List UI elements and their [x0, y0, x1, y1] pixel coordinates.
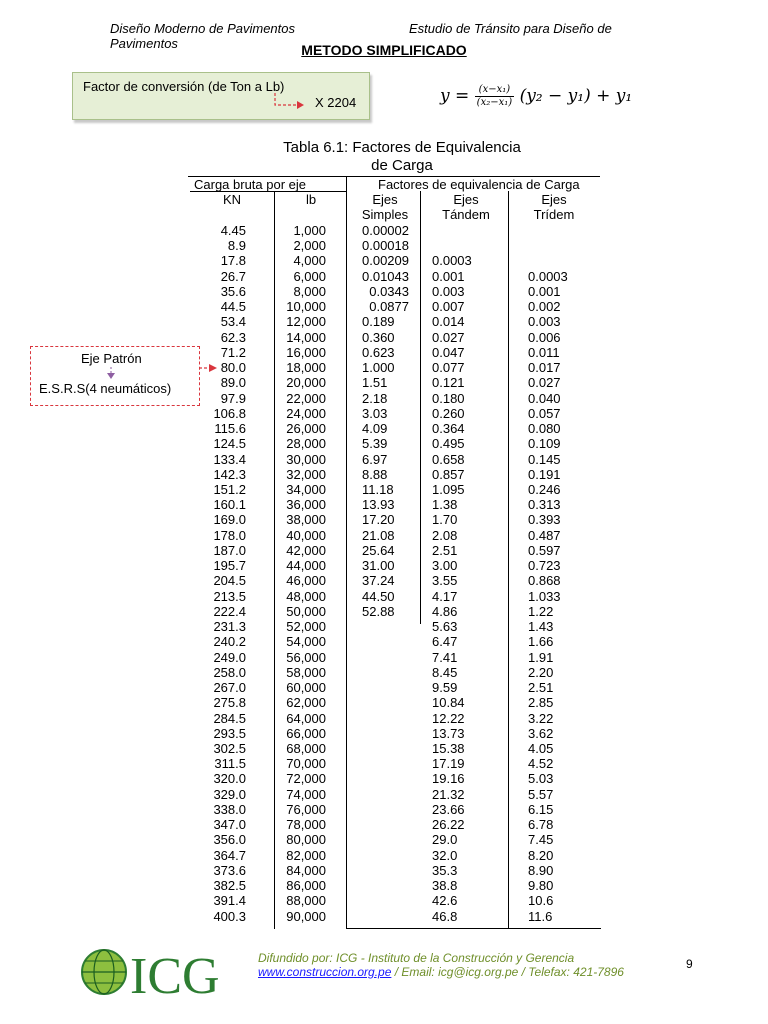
table-cell: 382.5: [213, 878, 246, 894]
table-cell: 0.002: [528, 299, 561, 315]
table-cell: 1.91: [528, 649, 554, 665]
table-cell: [362, 695, 422, 710]
table-cell: [432, 223, 492, 238]
table-cell: 1.095: [432, 481, 465, 497]
table-cell: 34,000: [286, 481, 326, 497]
table-cell: 38,000: [286, 512, 326, 528]
table-cell: 24,000: [286, 405, 326, 421]
table-cell: 187.0: [213, 542, 246, 558]
table-cell: 58,000: [286, 664, 326, 680]
table-cell: 56,000: [286, 649, 326, 665]
table-cell: 17.19: [432, 756, 465, 772]
table-cell: 8.90: [528, 862, 554, 878]
table-cell: 18,000: [286, 360, 326, 376]
table-cell: 0.109: [528, 436, 561, 452]
table-cell: 44.5: [220, 299, 246, 315]
table-cell: 6.15: [528, 801, 554, 817]
table-cell: 84,000: [286, 862, 326, 878]
col-header-tandem-2: Tándem: [442, 207, 490, 222]
table-cell: [362, 832, 422, 847]
table-cell: 0.180: [432, 390, 465, 406]
table-cell: 1.033: [528, 588, 561, 604]
table-cell: 68,000: [286, 740, 326, 756]
column-kn: [190, 223, 246, 924]
table-cell: 0.00209: [362, 253, 409, 269]
table-cell: [362, 741, 422, 756]
table-cell: 0.723: [528, 558, 561, 574]
table-caption: [252, 139, 552, 175]
table-cell: 8,000: [293, 283, 326, 299]
table-cell: 82,000: [286, 847, 326, 863]
table-cell: 0.658: [432, 451, 465, 467]
table-cell: 338.0: [213, 801, 246, 817]
table-cell: 1.38: [432, 497, 458, 513]
table-cell: 10.6: [528, 893, 554, 909]
table-cell: 2.08: [432, 527, 458, 543]
table-cell: 13.73: [432, 725, 465, 741]
table-group-header-left: Carga bruta por eje: [194, 177, 307, 192]
table-cell: 32.0: [432, 847, 458, 863]
table-cell: 1.43: [528, 619, 554, 635]
col-header-simples-1: Ejes: [372, 192, 398, 207]
table-cell: 12.22: [432, 710, 465, 726]
table-cell: 151.2: [213, 481, 246, 497]
table-cell: 275.8: [213, 695, 246, 711]
table-cell: 1,000: [293, 223, 326, 238]
table-cell: 1.66: [528, 634, 554, 650]
footer-contact: / Email: icg@icg.org.pe / Telefax: 421-7896: [391, 965, 624, 979]
table-cell: 2.85: [528, 695, 554, 711]
table-cell: 0.857: [432, 466, 465, 482]
table-cell: 12,000: [286, 314, 326, 330]
table-cell: 356.0: [213, 832, 246, 848]
table-cell: 35.6: [220, 283, 246, 299]
page-title: [0, 42, 768, 58]
table-cell: 329.0: [213, 786, 246, 802]
table-cell: 4.86: [432, 603, 458, 619]
table-cell: 124.5: [213, 436, 246, 452]
table-cell: 60,000: [286, 680, 326, 696]
table-cell: 400.3: [213, 908, 246, 924]
col-header-simples: [350, 192, 420, 222]
col-header-tandem-1: Ejes: [453, 192, 479, 207]
table-cell: 249.0: [213, 649, 246, 665]
table-cell: [528, 238, 588, 253]
table-cell: 0.0877: [362, 299, 409, 315]
table-cell: 62,000: [286, 695, 326, 711]
table-cell: 3.22: [528, 710, 554, 726]
table-cell: 78,000: [286, 817, 326, 833]
table-cell: 8.45: [432, 664, 458, 680]
table-cell: 0.01043: [362, 268, 409, 284]
table-cell: 13.93: [362, 497, 395, 513]
table-cell: 4.17: [432, 588, 458, 604]
table-cell: 293.5: [213, 725, 246, 741]
table-cell: 38.8: [432, 878, 458, 894]
table-cell: 106.8: [213, 405, 246, 421]
table-cell: 0.007: [432, 299, 465, 315]
page-title-text: METODO SIMPLIFICADO: [301, 42, 467, 58]
table-cell: 26.22: [432, 817, 465, 833]
table-cell: 0.017: [528, 360, 561, 376]
table-cell: 11.6: [528, 908, 553, 924]
table-cell: 0.0003: [432, 253, 472, 269]
table-cell: 89.0: [220, 375, 246, 391]
table-cell: [362, 665, 422, 680]
table-cell: [362, 650, 422, 665]
table-cell: 21.32: [432, 786, 465, 802]
table-cell: 0.001: [528, 283, 561, 299]
table-cell: 222.4: [213, 603, 246, 619]
table-cell: 213.5: [213, 588, 246, 604]
table-cell: 3.62: [528, 725, 554, 741]
table-cell: 76,000: [286, 801, 326, 817]
table-cell: 2.51: [528, 680, 554, 696]
table-cell: 17.20: [362, 512, 395, 528]
table-cell: 320.0: [213, 771, 246, 787]
table-cell: 133.4: [213, 451, 246, 467]
table-cell: 195.7: [213, 558, 246, 574]
table-cell: 35.3: [432, 862, 458, 878]
column-ejes-tandem: [432, 223, 492, 924]
header-left-line2: Pavimentos: [110, 36, 178, 51]
table-cell: 302.5: [213, 740, 246, 756]
esrs-label: E.S.R.S(4 neumáticos): [39, 381, 172, 396]
col-header-tridem-2: Trídem: [533, 207, 575, 222]
formula-numerator: (x−x₁): [475, 84, 514, 97]
col-header-lb: lb: [305, 192, 317, 207]
table-cell: 2,000: [293, 238, 326, 254]
table-cell: 40,000: [286, 527, 326, 543]
table-cell: 169.0: [213, 512, 246, 528]
table-cell: 4,000: [293, 253, 326, 269]
footer-website-link[interactable]: www.construccion.org.pe: [258, 965, 392, 979]
table-cell: 4.52: [528, 756, 554, 772]
table-cell: 10,000: [286, 299, 326, 315]
table-cell: 20,000: [286, 375, 326, 391]
table-cell: 0.003: [432, 283, 465, 299]
table-cell: [362, 848, 422, 863]
table-cell: 88,000: [286, 893, 326, 909]
table-cell: 28,000: [286, 436, 326, 452]
table-cell: 23.66: [432, 801, 465, 817]
table-cell: 5.57: [528, 786, 554, 802]
table-cell: 7.41: [432, 649, 458, 665]
formula-fraction: [475, 84, 514, 109]
header-left-line1: Diseño Moderno de Pavimentos: [110, 21, 295, 36]
table-cell: 0.597: [528, 542, 561, 558]
table-cell: 2.20: [528, 664, 554, 680]
table-cell: 0.014: [432, 314, 465, 330]
table-divider-main: [346, 176, 347, 929]
table-cell: 0.189: [362, 314, 395, 330]
conversion-multiplier: X 2204: [315, 95, 357, 110]
footer-line2: [258, 965, 624, 979]
table-cell: 44,000: [286, 558, 326, 574]
table-cell: 4.05: [528, 740, 554, 756]
table-cell: 231.3: [213, 619, 246, 635]
table-cell: [362, 802, 422, 817]
table-cell: 22,000: [286, 390, 326, 406]
table-cell: [362, 726, 422, 741]
table-cell: 14,000: [286, 329, 326, 345]
table-cell: 391.4: [213, 893, 246, 909]
table-cell: 50,000: [286, 603, 326, 619]
table-cell: 42,000: [286, 542, 326, 558]
col-header-simples-2: Simples: [361, 207, 409, 222]
table-cell: 42.6: [432, 893, 458, 909]
column-lb: [270, 223, 326, 924]
table-cell: 25.64: [362, 542, 395, 558]
table-cell: 115.6: [214, 421, 246, 437]
table-cell: [362, 787, 422, 802]
formula-rhs: (y₂ − y₁) + y₁: [519, 86, 633, 106]
table-cell: 21.08: [362, 527, 395, 543]
table-cell: 0.003: [528, 314, 561, 330]
table-cell: 0.047: [432, 344, 465, 360]
table-cell: [362, 756, 422, 771]
table-cell: 15.38: [432, 740, 465, 756]
table-cell: 48,000: [286, 588, 326, 604]
eje-patron-box: [30, 346, 200, 406]
table-cell: 1.000: [362, 360, 395, 376]
table-cell: 364.7: [213, 847, 246, 863]
page-number: 9: [686, 957, 693, 971]
table-cell: 284.5: [213, 710, 246, 726]
table-caption-line2: de Carga: [371, 157, 433, 174]
table-cell: 80,000: [286, 832, 326, 848]
table-cell: 0.360: [362, 329, 395, 345]
table-cell: 240.2: [213, 634, 246, 650]
table-cell: 71.2: [220, 344, 246, 360]
col-header-tandem: [428, 192, 504, 222]
table-cell: 0.001: [432, 268, 465, 284]
table-cell: 30,000: [286, 451, 326, 467]
col-header-tridem-1: Ejes: [541, 192, 567, 207]
table-cell: 17.8: [220, 253, 246, 269]
table-cell: 9.59: [432, 680, 458, 696]
table-cell: 0.0343: [362, 283, 409, 299]
col-header-tridem: [514, 192, 594, 222]
table-cell: [362, 893, 422, 908]
header-right: Estudio de Tránsito para Diseño de: [409, 21, 612, 36]
table-cell: 44.50: [362, 588, 395, 604]
table-cell: 86,000: [286, 878, 326, 894]
table-cell: 29.0: [432, 832, 458, 848]
table-cell: 0.246: [528, 481, 561, 497]
table-cell: 36,000: [286, 497, 326, 513]
table-cell: 46.8: [432, 908, 458, 924]
table-cell: 52,000: [286, 619, 326, 635]
table-cell: 9.80: [528, 878, 554, 894]
table-cell: 0.868: [528, 573, 561, 589]
conversion-arrow-icon: [271, 93, 311, 113]
table-cell: 0.00002: [362, 223, 409, 238]
table-cell: 3.00: [432, 558, 458, 574]
table-cell: 0.027: [432, 329, 465, 345]
conversion-label: Factor de conversión (de Ton a Lb): [83, 79, 285, 94]
table-cell: [362, 634, 422, 649]
table-cell: 178.0: [213, 527, 246, 543]
table-cell: 90,000: [286, 908, 326, 924]
table-cell: 0.011: [528, 344, 560, 360]
table-cell: 0.260: [432, 405, 465, 421]
table-cell: 37.24: [362, 573, 395, 589]
table-cell: [528, 253, 588, 268]
table-cell: 0.487: [528, 527, 561, 543]
table-cell: 52.88: [362, 603, 395, 619]
table-cell: [362, 909, 422, 924]
column-ejes-simples: [362, 223, 422, 924]
table-cell: 1.22: [528, 603, 554, 619]
table-cell: 3.03: [362, 405, 388, 421]
table-group-header-right: Factores de equivalencia de Carga: [378, 177, 580, 192]
table-cell: 6.97: [362, 451, 388, 467]
table-cell: 32,000: [286, 466, 326, 482]
table-cell: [362, 878, 422, 893]
svg-text:ICG: ICG: [130, 948, 220, 999]
table-cell: 66,000: [286, 725, 326, 741]
table-cell: 70,000: [286, 756, 326, 772]
table-cell: 26.7: [220, 268, 246, 284]
table-bottom-rule: [346, 928, 601, 929]
table-cell: 72,000: [286, 771, 326, 787]
table-cell: 2.18: [362, 390, 388, 406]
table-cell: [362, 711, 422, 726]
table-cell: 80.0: [220, 360, 246, 376]
table-cell: [362, 619, 422, 634]
table-cell: 0.393: [528, 512, 561, 528]
formula-lhs: y =: [440, 86, 470, 106]
table-cell: 0.121: [432, 375, 465, 391]
table-cell: 31.00: [362, 558, 395, 574]
table-cell: 5.03: [528, 771, 554, 787]
formula-denominator: (x₂−x₁): [476, 97, 513, 108]
table-cell: [432, 238, 492, 253]
icg-logo: [76, 943, 236, 999]
table-cell: 46,000: [286, 573, 326, 589]
table-cell: 0.040: [528, 390, 561, 406]
table-cell: 62.3: [220, 329, 246, 345]
table-cell: 6,000: [293, 268, 326, 284]
table-cell: 6.47: [432, 634, 458, 650]
table-cell: 53.4: [220, 314, 246, 330]
table-cell: 16,000: [286, 344, 326, 360]
table-cell: 10.84: [432, 695, 465, 711]
table-cell: 8.88: [362, 466, 388, 482]
table-cell: 142.3: [213, 466, 246, 482]
table-cell: 2.51: [432, 542, 458, 558]
table-cell: 8.20: [528, 847, 554, 863]
table-cell: 347.0: [213, 817, 246, 833]
table-cell: [362, 680, 422, 695]
column-ejes-tridem: [528, 223, 588, 924]
table-cell: [362, 863, 422, 878]
table-cell: 19.16: [432, 771, 465, 787]
table-cell: 0.00018: [362, 238, 409, 254]
table-cell: 5.63: [432, 619, 458, 635]
conversion-box: [72, 72, 370, 120]
table-cell: 258.0: [213, 664, 246, 680]
table-cell: 7.45: [528, 832, 554, 848]
table-cell: 4.45: [220, 223, 246, 238]
table-cell: 1.70: [432, 512, 458, 528]
footer-line1: Difundido por: ICG - Instituto de la Construcción y Gerencia: [258, 951, 575, 965]
table-cell: 267.0: [213, 680, 246, 696]
table-cell: 0.313: [528, 497, 561, 513]
table-cell: 0.145: [528, 451, 561, 467]
table-cell: [362, 771, 422, 786]
table-cell: 160.1: [213, 497, 246, 513]
table-cell: 5.39: [362, 436, 388, 452]
table-cell: 4.09: [362, 421, 388, 437]
table-cell: 97.9: [220, 390, 246, 406]
eje-patron-label: Eje Patrón: [81, 351, 142, 366]
table-cell: 0.364: [432, 421, 465, 437]
table-cell: 0.623: [362, 344, 395, 360]
table-cell: 54,000: [286, 634, 326, 650]
table-cell: 1.51: [362, 375, 388, 391]
table-cell: 373.6: [213, 862, 246, 878]
table-caption-line1: Tabla 6.1: Factores de Equivalencia: [283, 139, 521, 156]
table-divider-tandem: [508, 191, 509, 929]
table-cell: 3.55: [432, 573, 458, 589]
table-cell: [528, 223, 588, 238]
table-cell: 26,000: [286, 421, 326, 437]
table-cell: 6.78: [528, 817, 554, 833]
table-cell: 0.0003: [528, 268, 568, 284]
table-cell: 0.006: [528, 329, 561, 345]
table-cell: 0.191: [528, 466, 561, 482]
table-cell: [362, 817, 422, 832]
table-cell: 0.057: [528, 405, 561, 421]
col-header-kn: KN: [222, 192, 242, 207]
table-cell: 74,000: [286, 786, 326, 802]
table-cell: 64,000: [286, 710, 326, 726]
table-cell: 11.18: [362, 481, 394, 497]
table-cell: 0.080: [528, 421, 561, 437]
table-cell: 204.5: [213, 573, 246, 589]
table-cell: 0.027: [528, 375, 561, 391]
table-cell: 311.5: [214, 756, 246, 772]
table-cell: 0.077: [432, 360, 465, 376]
interpolation-formula: [440, 84, 632, 109]
table-cell: 0.495: [432, 436, 465, 452]
table-cell: 8.9: [227, 238, 246, 254]
